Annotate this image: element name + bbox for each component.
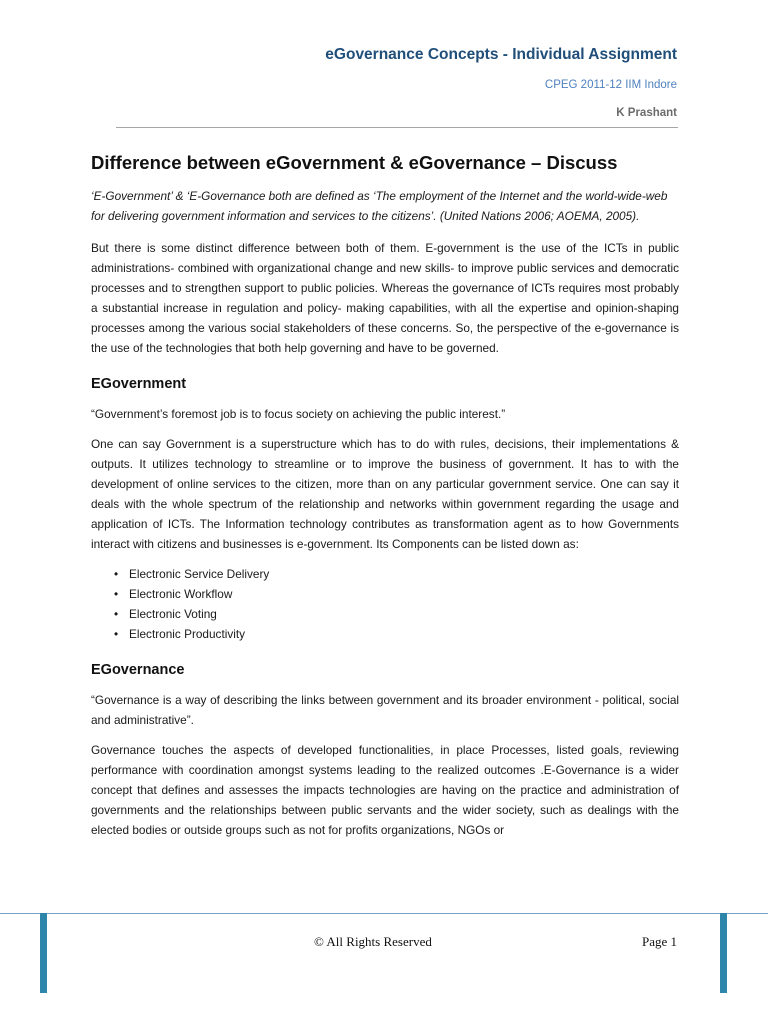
bullet-icon: • xyxy=(114,607,119,621)
list-item: • Electronic Workflow xyxy=(123,584,679,604)
footer-copyright: © All Rights Reserved xyxy=(314,934,432,949)
header-subtitle: CPEG 2011-12 IIM Indore xyxy=(544,79,677,91)
egovernance-heading: EGovernance xyxy=(91,662,185,678)
list-item: • Electronic Voting xyxy=(123,604,679,624)
bullet-icon: • xyxy=(114,587,119,601)
intro-paragraph: But there is some distinct difference between both of them. E-government is the use of the ICTs in public administrations- combined with organizational change and new skills- to improve public services and democratic processes and to strengthen support to public policies. Whereas the governance of ICTs requires most probably a substantial increase in regulation and policy- making capabilities, with all the expertise and opinion-shaping processes among the various social stakeholders of these concerns. So, the perspective of the e-governance is the use of the technologies that both help governing and have to be governed. xyxy=(91,241,679,355)
footer-left-bar xyxy=(40,913,47,993)
egovernment-quote: “Government’s foremost job is to focus society on achieving the public interest.” xyxy=(91,407,506,421)
header-author: K Prashant xyxy=(616,107,677,119)
egovernance-quote: “Governance is a way of describing the links between government and its broader environment - political, social and administrative”. xyxy=(91,693,679,727)
page-number: Page 1 xyxy=(641,934,677,949)
header-title: eGovernance Concepts - Individual Assignment xyxy=(325,46,677,63)
egovernment-paragraph: One can say Government is a superstructure which has to do with rules, decisions, their implementations & outputs. It utilizes technology to streamline or to improve the business of government. It has to with the development of online services to the citizen, more than on any particular government service. One can say it deals with the whole spectrum of the relationship and networks within government regarding the usage and application of ICTs. The Information technology contributes as transformation agent as to how Governments interact with citizens and businesses is e-government. Its Components can be listed down as: xyxy=(91,437,679,551)
list-item: • Electronic Service Delivery xyxy=(123,564,679,584)
bullet-icon: • xyxy=(114,567,119,581)
egovernance-paragraph: Governance touches the aspects of developed functionalities, in place Processes, listed goals, reviewing performance with coordination amongst systems leading to the realized outcomes .E-Governance is a wider concept that defines and assesses the impacts technologies are having on the practice and administration of governments and the relationships between public servants and the wider society, such as dealings with the elected bodies or outside groups such as not for profits organizations, NGOs or xyxy=(91,743,679,837)
components-list xyxy=(91,564,679,644)
header-divider xyxy=(116,127,678,128)
document-body xyxy=(91,150,679,850)
list-item: • Electronic Productivity xyxy=(123,624,679,644)
footer-divider xyxy=(0,913,768,914)
document-heading: Difference between eGovernment & eGovernance – Discuss xyxy=(91,152,618,173)
bullet-icon: • xyxy=(114,627,119,641)
footer-right-bar xyxy=(720,913,727,993)
intro-definition: ‘E-Government’ & ‘E-Governance both are defined as ‘The employment of the Internet and the world-wide-web for delivering government information and services to the citizens’. (United Nations 2006; AOEMA, 2005). xyxy=(91,189,668,223)
egovernment-heading: EGovernment xyxy=(91,376,187,392)
